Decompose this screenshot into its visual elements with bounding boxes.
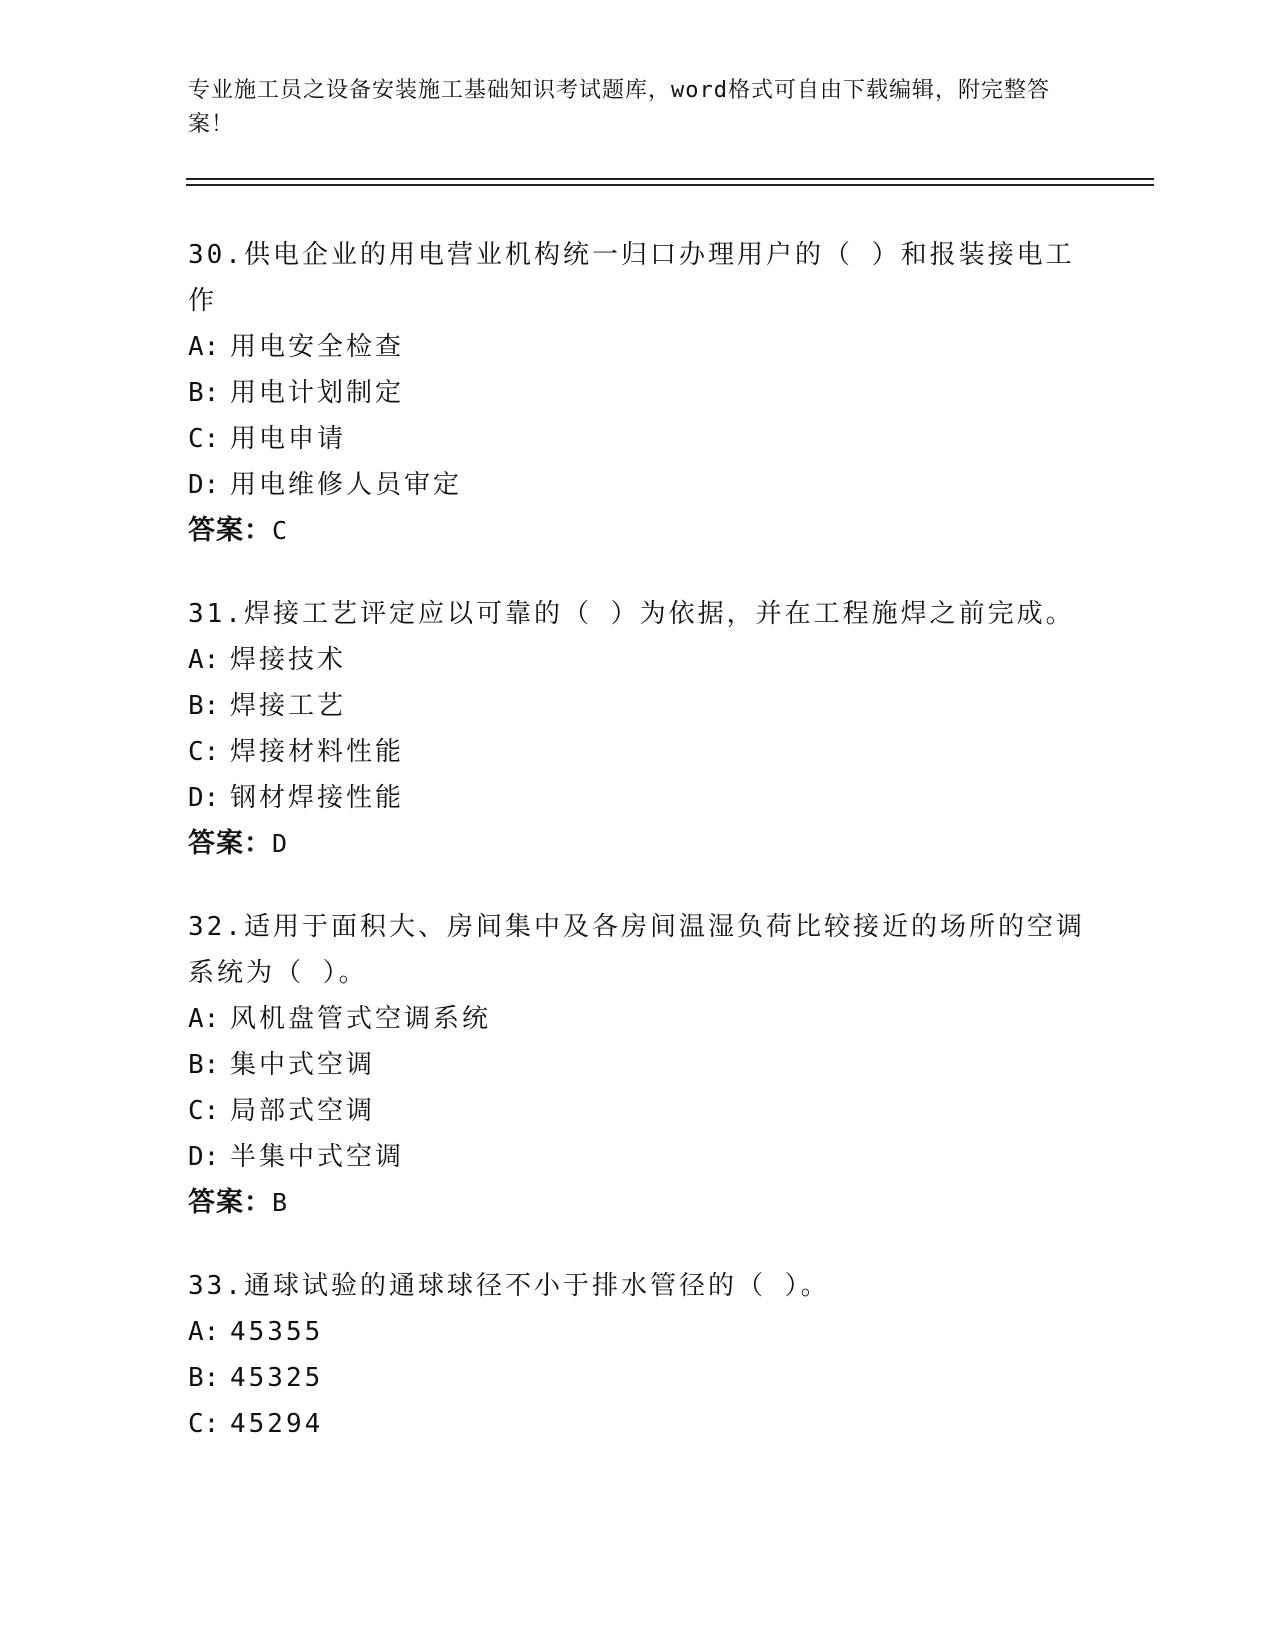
- option-letter: D:: [188, 1142, 220, 1172]
- option-letter: B:: [188, 1363, 220, 1393]
- question-stem: 30.供电企业的用电营业机构统一归口办理用户的（ ）和报装接电工作: [188, 240, 1075, 316]
- option-letter: C:: [188, 737, 220, 767]
- option-text: 用电申请: [230, 424, 347, 454]
- question-33: [188, 1263, 1088, 1447]
- option-text: 半集中式空调: [230, 1142, 405, 1172]
- question-stem: 33.通球试验的通球球径不小于排水管径的（ ）。: [188, 1271, 830, 1301]
- header-divider-top: [186, 178, 1154, 180]
- option-text: 集中式空调: [230, 1050, 376, 1080]
- option-text: 焊接技术: [230, 645, 347, 675]
- answer-line: [188, 821, 1088, 867]
- answer-value: B: [272, 1188, 289, 1217]
- question-list: [188, 232, 1088, 1484]
- option-a: [188, 637, 1088, 683]
- option-text: 钢材焊接性能: [230, 783, 405, 813]
- option-c: [188, 416, 1088, 462]
- option-text: 风机盘管式空调系统: [230, 1004, 492, 1034]
- option-letter: C:: [188, 424, 220, 454]
- question-stem: 31.焊接工艺评定应以可靠的（ ）为依据，并在工程施焊之前完成。: [188, 599, 1075, 629]
- option-d: [188, 462, 1088, 508]
- option-c: [188, 1088, 1088, 1134]
- option-letter: D:: [188, 470, 220, 500]
- option-letter: D:: [188, 783, 220, 813]
- answer-value: D: [272, 829, 289, 858]
- option-letter: B:: [188, 378, 220, 408]
- option-letter: B:: [188, 1050, 220, 1080]
- option-text: 焊接材料性能: [230, 737, 405, 767]
- answer-line: [188, 1180, 1088, 1226]
- option-text: 用电计划制定: [230, 378, 405, 408]
- answer-value: C: [272, 516, 289, 545]
- option-letter: C:: [188, 1409, 220, 1439]
- document-header: 专业施工员之设备安装施工基础知识考试题库，word格式可自由下载编辑，附完整答案！: [188, 78, 1050, 137]
- question-31: [188, 591, 1088, 867]
- option-b: [188, 370, 1088, 416]
- option-b: [188, 1042, 1088, 1088]
- option-a: [188, 1309, 1088, 1355]
- option-c: [188, 729, 1088, 775]
- option-text: 用电安全检查: [230, 332, 405, 362]
- option-text: 局部式空调: [230, 1096, 376, 1126]
- answer-line: [188, 508, 1088, 554]
- answer-label: 答案：: [188, 1187, 272, 1218]
- header-divider-bottom: [186, 184, 1154, 186]
- option-text: 45294: [230, 1409, 324, 1439]
- option-letter: A:: [188, 1317, 220, 1347]
- option-letter: A:: [188, 645, 220, 675]
- option-text: 焊接工艺: [230, 691, 347, 721]
- option-d: [188, 775, 1088, 821]
- option-a: [188, 324, 1088, 370]
- option-text: 45355: [230, 1317, 324, 1347]
- question-stem: 32.适用于面积大、房间集中及各房间温湿负荷比较接近的场所的空调系统为（ ）。: [188, 912, 1085, 988]
- answer-label: 答案：: [188, 828, 272, 859]
- option-text: 45325: [230, 1363, 324, 1393]
- option-letter: C:: [188, 1096, 220, 1126]
- option-b: [188, 683, 1088, 729]
- question-32: [188, 904, 1088, 1226]
- option-b: [188, 1355, 1088, 1401]
- option-d: [188, 1134, 1088, 1180]
- option-c: [188, 1401, 1088, 1447]
- option-letter: A:: [188, 332, 220, 362]
- option-text: 用电维修人员审定: [230, 470, 463, 500]
- option-letter: A:: [188, 1004, 220, 1034]
- option-a: [188, 996, 1088, 1042]
- option-letter: B:: [188, 691, 220, 721]
- answer-label: 答案：: [188, 515, 272, 546]
- question-30: [188, 232, 1088, 554]
